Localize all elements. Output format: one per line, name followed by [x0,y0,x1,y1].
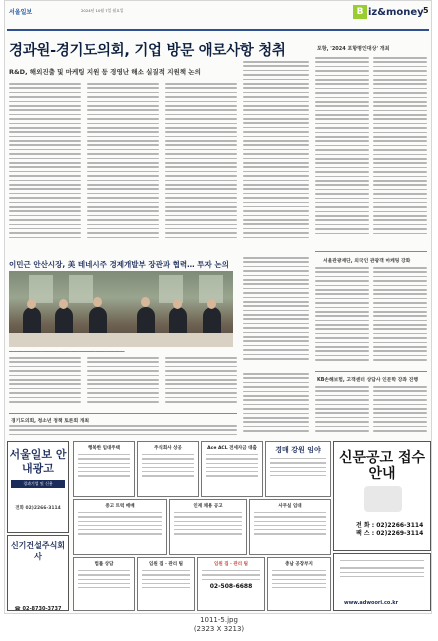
small-ad-10-phone: 02-508-6688 [209,582,253,590]
ad-notice-fax: 팩 스 : 02)2269-3114 [356,530,424,537]
publication-name: 서울일보 [9,9,33,16]
ad-notice-url[interactable]: www.adwoori.co.kr [344,600,399,606]
small-box-title: 경기도의회, 청소년 정책 토론회 개최 [11,419,90,424]
small-ad-5[interactable] [73,499,167,555]
small-ad-7[interactable] [249,499,331,555]
small-ad-8-title: 법률 상담 [94,562,114,567]
article-column-2 [87,83,159,251]
photo-caption: ━━━━━━━━━━━━━━━━━━━━━━━━━━━━━━━━━━━━━━━━━━━━━━━━ [9,349,125,354]
mid-article-column [243,257,309,367]
small-ad-4-title: 경매 강원 임야 [275,446,321,454]
article-headline: 경과원-경기도의회, 기업 방문 애로사항 청취 [9,43,286,59]
small-ad-9[interactable] [137,557,195,611]
divider [315,251,427,252]
photo-article-column-1 [9,357,81,407]
bottom-box-column-1 [315,386,369,436]
ad-seoulilbo[interactable] [7,441,69,533]
ad-construction[interactable] [7,535,69,611]
article-column-4 [243,61,309,251]
ad-notice-phone: 전 화 : 02)2266-3114 [356,522,424,529]
mid-box-title: 서울관광재단, 외국인 관광객 마케팅 강화 [323,259,411,264]
image-footer [0,616,438,634]
classified-ads-section [7,439,431,613]
masthead [7,3,429,31]
image-filename: 1011-5.jpg [200,616,238,624]
small-ad-11[interactable] [267,557,331,611]
small-ad-5-title: 중고 트럭 매매 [105,504,135,509]
small-ad-10-title: 임원 집 · 관리 팀 [213,562,249,567]
image-dimensions: (2323 X 3213) [193,625,245,633]
small-ad-3-title: Ace ACL 전세자금 대출 [207,446,257,451]
article-subhead: R&D, 해외진출 및 마케팅 지원 등 경영난 해소 실질적 지원책 논의 [9,68,201,76]
article-column-1 [9,83,81,251]
ad-notice-title: 신문공고 접수안내 [338,450,426,482]
small-ad-10[interactable] [197,557,265,611]
ad-construction-title: 신기건설주식회사 [10,541,66,561]
bottom-mid-column [243,373,309,437]
article-column-3 [165,83,237,251]
photo-headline: 이민근 안산시장, 美 테네시주 경제개발부 장관과 협력… 투자 논의 [9,260,229,269]
meeting-photo [9,271,233,347]
right-column-1 [315,57,369,247]
ad-notice-phones [356,522,423,538]
ad-construction-phone: ☎ 02-8730-3737 [14,606,62,611]
photo-article-column-2 [87,357,159,407]
ad-seoulilbo-bar: 경과기업 및 신용 [11,480,65,488]
ad-seoulilbo-phone: 전화 02)2266-3114 [15,506,61,511]
small-ad-7-title: 사무실 임대 [278,504,302,509]
small-ad-8[interactable] [73,557,135,611]
bottom-box-column-2 [373,386,427,436]
small-ad-3[interactable] [201,441,263,497]
photo-article-column-3 [165,357,237,407]
page-number: 5 [423,6,429,15]
small-ad-9-title: 임원 집 · 관리 팀 [148,562,184,567]
newspaper-page [4,0,432,614]
small-ad-11-title: 충남 공장부지 [285,562,313,567]
small-ad-6-title: 인재 채용 공고 [193,504,223,509]
bottom-box-title: KB손해보험, 고객센터 상담사 인문학 강좌 진행 [317,378,418,383]
ad-notice-details[interactable] [333,553,431,611]
small-ad-4[interactable] [265,441,331,497]
section-brand: iz&money [368,7,424,18]
small-box-text [9,425,237,437]
mid-box-column-2 [373,267,427,367]
divider [9,413,237,414]
right-column-headline: 포항, '2024 포항명인대상' 개최 [317,46,390,52]
small-ad-2-title: 주식회사 상공 [154,446,182,451]
divider [315,371,427,372]
mid-box-column-1 [315,267,369,367]
small-ad-1[interactable] [73,441,135,497]
ad-notice-reception[interactable] [333,441,431,551]
small-ad-6[interactable] [169,499,247,555]
brand-b-icon: B [353,5,367,19]
small-ad-1-title: 행복한 임대주택 [88,446,120,451]
right-column-2 [373,57,427,247]
masthead-meta: 2024년 10월 7일 월요일 [81,8,124,13]
newspaper-reader-icon [364,486,402,512]
small-ad-2[interactable] [137,441,199,497]
ad-seoulilbo-title: 서울일보 안내광고 [9,448,67,475]
